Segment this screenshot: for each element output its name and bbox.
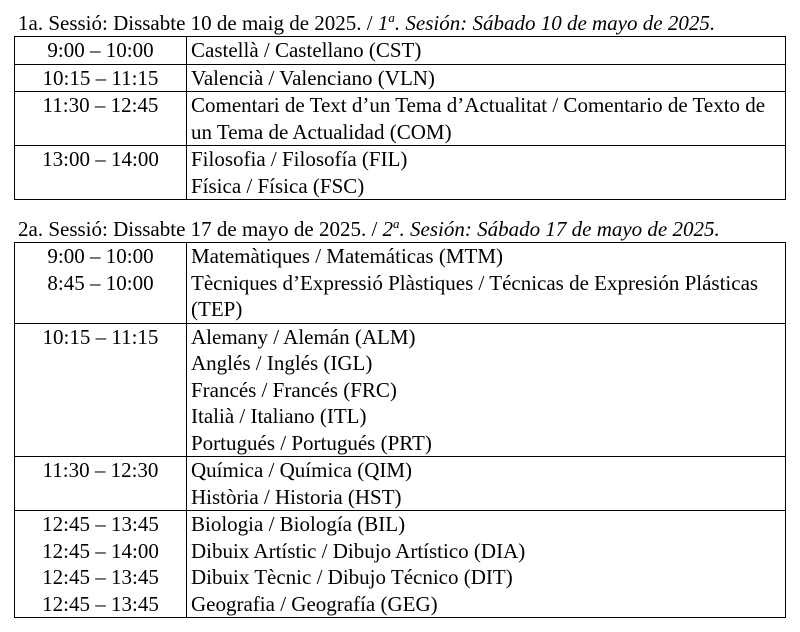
time-slot: 11:30 – 12:45 xyxy=(42,93,159,117)
time-slot: 11:30 – 12:30 xyxy=(42,458,159,482)
session-2 xyxy=(14,216,786,618)
subject: Portugués / Portugués (PRT) xyxy=(191,430,432,455)
subject: Història / Historia (HST) xyxy=(191,484,402,509)
subject-cell xyxy=(187,243,786,324)
time-cell xyxy=(15,92,187,146)
session-1 xyxy=(14,10,786,200)
subject: Castellà / Castellano (CST) xyxy=(191,38,422,62)
time-slot: 10:15 – 11:15 xyxy=(42,65,159,90)
time-slot: 9:00 – 10:00 xyxy=(47,244,154,268)
subject: Física / Física (FSC) xyxy=(191,173,365,198)
subject: Química / Química (QIM) xyxy=(191,458,413,482)
subject: Italià / Italiano (ITL) xyxy=(191,404,367,428)
subject: Filosofia / Filosofía (FIL) xyxy=(191,147,408,171)
table-row xyxy=(15,146,786,200)
session-2-heading xyxy=(14,216,786,242)
subject: Biologia / Biología (BIL) xyxy=(191,512,406,536)
table-row xyxy=(15,457,786,511)
time-slot: 12:45 – 13:45 xyxy=(42,565,159,589)
table-row xyxy=(15,64,786,92)
time-slot: 9:00 – 10:00 xyxy=(47,38,154,62)
subject: Comentari de Text d’un Tema d’Actualitat / Comentario de Texto de un Tema de Actualidad (COM) xyxy=(191,93,766,144)
subject: Tècniques d’Expressió Plàstiques / Técnicas de Expresión Plásticas (TEP) xyxy=(191,270,759,321)
subject: Matemàtiques / Matemáticas (MTM) xyxy=(191,244,503,268)
subject: Anglés / Inglés (IGL) xyxy=(191,351,373,375)
time-cell xyxy=(15,243,187,324)
time-cell xyxy=(15,37,187,65)
table-row xyxy=(15,511,786,618)
subject: Alemany / Alemán (ALM) xyxy=(191,324,416,349)
subject-cell xyxy=(187,37,786,65)
time-slot: 8:45 – 10:00 xyxy=(47,270,154,295)
time-slot: 12:45 – 13:45 xyxy=(42,512,159,536)
session-2-heading-es: 2$^a$. Sesión: Sábado 17 de mayo de 2025. xyxy=(382,216,720,241)
time-cell xyxy=(15,64,187,92)
session-1-table xyxy=(14,36,786,200)
subject-cell xyxy=(187,511,786,618)
table-row xyxy=(15,92,786,146)
time-slot: 12:45 – 14:00 xyxy=(42,538,159,563)
session-2-heading-ca: 2a. Sessió: Dissabte 17 de mayo de 2025. / xyxy=(18,217,383,241)
session-1-heading-es: 1$^a$. Sesión: Sábado 10 de mayo de 2025. xyxy=(377,10,716,35)
subject: Francés / Francés (FRC) xyxy=(191,377,397,402)
subject: Valencià / Valenciano (VLN) xyxy=(191,65,435,90)
subject-cell xyxy=(187,323,786,457)
time-slot: 10:15 – 11:15 xyxy=(42,324,159,349)
subject: Dibuix Artístic / Dibujo Artístico (DIA) xyxy=(191,538,526,563)
session-1-heading xyxy=(14,10,786,36)
subject-cell xyxy=(187,64,786,92)
subject-cell xyxy=(187,146,786,200)
subject-cell xyxy=(187,92,786,146)
session-2-table xyxy=(14,242,786,618)
session-1-heading-ca: 1a. Sessió: Dissabte 10 de maig de 2025. / xyxy=(18,11,378,35)
subject: Dibuix Tècnic / Dibujo Técnico (DIT) xyxy=(191,565,513,589)
table-row xyxy=(15,243,786,324)
time-cell xyxy=(15,146,187,200)
subject-cell xyxy=(187,457,786,511)
table-row xyxy=(15,323,786,457)
subject: Geografia / Geografía (GEG) xyxy=(191,591,438,616)
table-row xyxy=(15,37,786,65)
time-slot: 13:00 – 14:00 xyxy=(42,147,159,171)
time-cell xyxy=(15,511,187,618)
time-cell xyxy=(15,323,187,457)
time-slot: 12:45 – 13:45 xyxy=(42,591,159,616)
time-cell xyxy=(15,457,187,511)
